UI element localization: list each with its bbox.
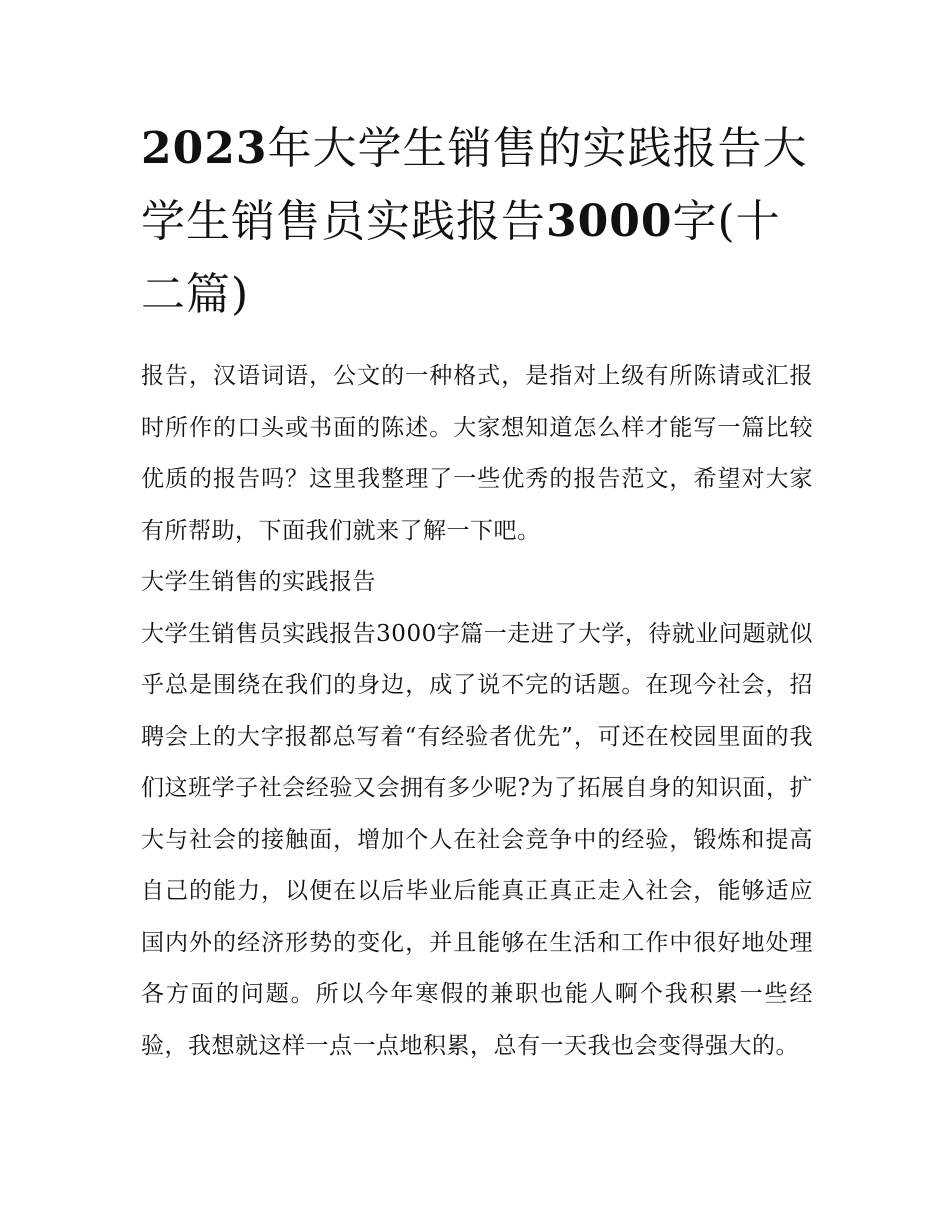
intro-paragraph: 报告，汉语词语，公文的一种格式，是指对上级有所陈请或汇报时所作的口头或书面的陈述。大家想知道怎么样才能写一篇比较优质的报告吗？这里我整理了一些优秀的报告范文，希望对大家有所帮助，下面我们就来了解一下吧。 — [141, 363, 813, 544]
title-text-part2: 字(十二篇) — [141, 196, 781, 320]
body-paragraph: 大学生销售员实践报告3000字篇一走进了大学，待就业问题就似乎总是围绕在我们的身边，成了说不完的话题。在现今社会，招聘会上的大字报都总写着“有经验者优先”，可还在校园里面的我们这班学子社会经验又会拥有多少呢?为了拓展自身的知识面，扩大与社会的接触面，增加个人在社会竞争中的经验，锻炼和提高自己的能力，以便在以后毕业后能真正真正走入社会，能够适应国内外的经济形势的变化，并且能够在生活和工作中很好地处理各方面的问题。所以今年寒假的兼职也能人啊个我积累一些经验，我想就这样一点一点地积累，总有一天我也会变得强大的。 — [141, 620, 813, 1059]
title-text-part1: 年大学生销售的实践报告大学生销售员实践报告 — [141, 123, 808, 247]
section-heading: 大学生销售的实践报告 — [141, 569, 376, 595]
title-number: 3000 — [546, 196, 673, 247]
title-year: 2023 — [141, 123, 268, 174]
document-page — [141, 112, 813, 1072]
document-title — [141, 112, 813, 331]
